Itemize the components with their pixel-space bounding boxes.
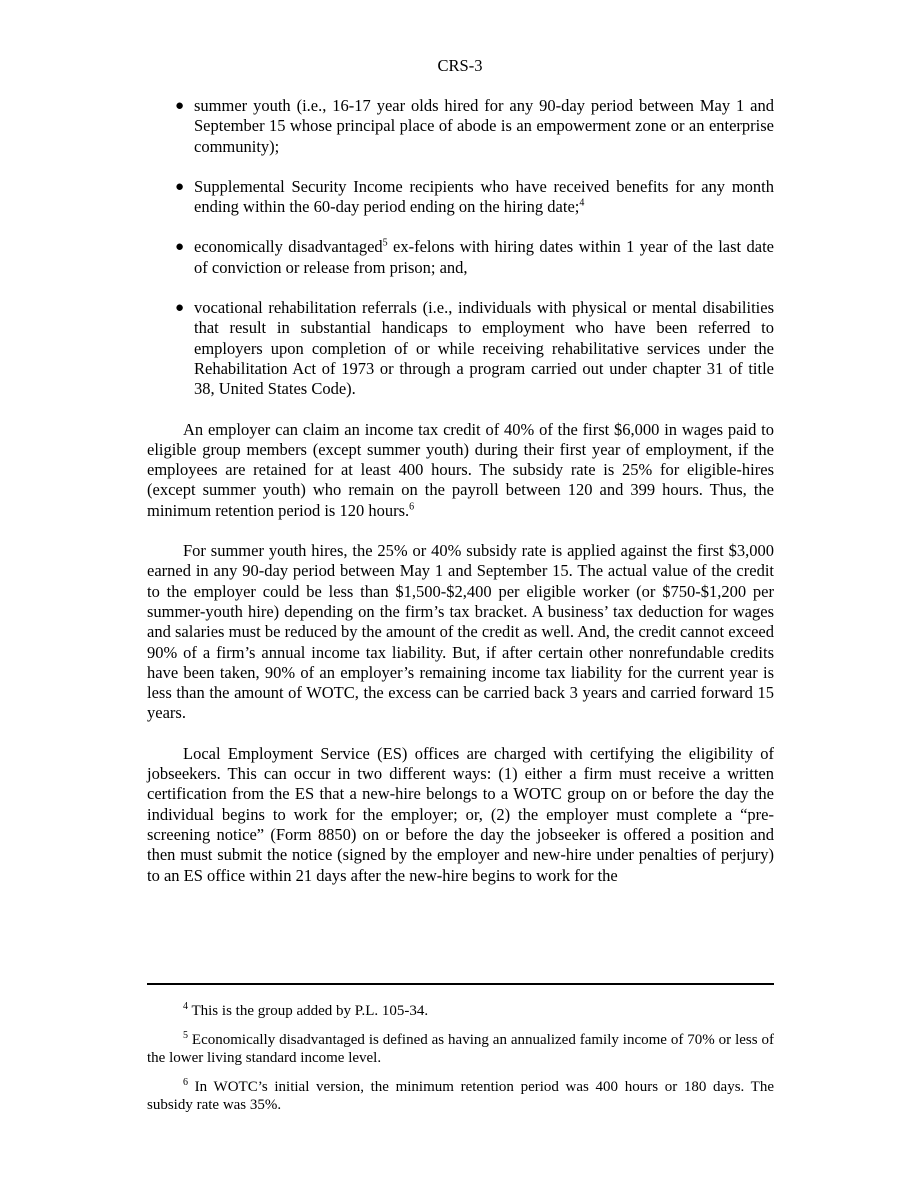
list-item-text: ex-felons with hiring dates within 1 year of the last date of conviction or release from prison; and,: [194, 237, 775, 277]
footnote: [147, 1002, 774, 1021]
bullet-icon: ●: [175, 98, 185, 114]
list-item: [147, 96, 774, 157]
list-item: [147, 177, 774, 218]
bullet-icon: ●: [175, 178, 185, 195]
page-header: [0, 56, 920, 76]
list-item: [147, 298, 774, 399]
footnote-number: 6: [183, 1076, 188, 1088]
list-item-text: vocational rehabilitation referrals (i.e., individuals with physical or mental disabilities that result in substantial handicaps to employment who have been referred to employers upon completion of or while receiving rehabilitative services under the Rehabilitation Act of 1973 or through a program carried out under chapter 31 of title 38, United States Code).: [194, 298, 774, 399]
footnote-ref: 4: [579, 197, 585, 209]
paragraph-text: Local Employment Service (ES) offices are charged with certifying the eligibility of jobseekers. This can occur in two different ways: (1) either a firm must receive a written certification from the ES that a new-hire belongs to a WOTC group on or before the day the individual begins to work for the employer; or, (2) the employer must complete a “pre-screening notice” (Form 8850) on or before the day the jobseeker is offered a position and then must submit the notice (signed by the employer and new-hire under penalties of perjury) to an ES office within 21 days after the new-hire begins to work for the: [147, 743, 774, 885]
list-item-text: Supplemental Security Income recipients who have received benefits for any month ending within the 60-day period ending on the hiring date;: [194, 176, 774, 217]
paragraph-text: For summer youth hires, the 25% or 40% subsidy rate is applied against the first $3,000 earned in any 90-day period between May 1 and September 15. The actual value of the credit to the employer could be less than $1,500-$2,400 per eligible worker (or $750-$1,200 per summer-youth hire) depending on the firm’s tax bracket. A business’ tax deduction for wages and salaries must be reduced by the amount of the credit as well. And, the credit cannot exceed 90% of a firm’s annual income tax liability. But, if after certain other nonrefundable credits have been taken, 90% of an employer’s remaining income tax liability for the current year is less than the amount of WOTC, the excess can be carried back 3 years and carried forward 15 years.: [147, 541, 774, 723]
footnote: [147, 1031, 774, 1068]
paragraph-credit-amount: [147, 420, 774, 521]
footnote-number: 4: [183, 1001, 188, 1012]
paragraph-certification: [147, 744, 774, 886]
page-number-label: CRS-3: [437, 56, 483, 75]
paragraph-text: An employer can claim an income tax credit of 40% of the first $6,000 in wages paid to eligible group members (except summer youth) during their first year of employment, if the employees are retained for at least 400 hours. The subsidy rate is 25% for eligible-hires (except summer youth) who remain on the payroll between 120 and 399 hours. Thus, the minimum retention period is 120 hours.: [147, 419, 774, 520]
eligible-groups-list: [147, 96, 774, 400]
body-content: [147, 96, 774, 906]
footnote-text: This is the group added by P.L. 105-34.: [188, 1003, 429, 1019]
list-item-text: summer youth (i.e., 16-17 year olds hired for any 90-day period between May 1 and September 15 whose principal place of abode is an empowerment zone or an enterprise community);: [194, 96, 774, 156]
footnotes-section: [147, 1002, 774, 1125]
footnote-ref: 5: [382, 237, 388, 249]
footnote-ref: 6: [409, 501, 415, 513]
footnote: [147, 1078, 774, 1115]
footnote-text: Economically disadvantaged is defined as having an annualized family income of 70% or less of the lower living standard income level.: [147, 1031, 774, 1066]
footnote-text: In WOTC’s initial version, the minimum retention period was 400 hours or 180 days. The subsidy rate was 35%.: [147, 1078, 774, 1113]
list-item: [147, 237, 774, 278]
paragraph-summer-youth: [147, 541, 774, 724]
list-item-text: economically disadvantaged: [194, 237, 383, 257]
footnote-divider: [147, 983, 774, 985]
bullet-icon: ●: [175, 300, 185, 317]
footnote-number: 5: [183, 1029, 188, 1041]
bullet-icon: ●: [175, 239, 185, 256]
